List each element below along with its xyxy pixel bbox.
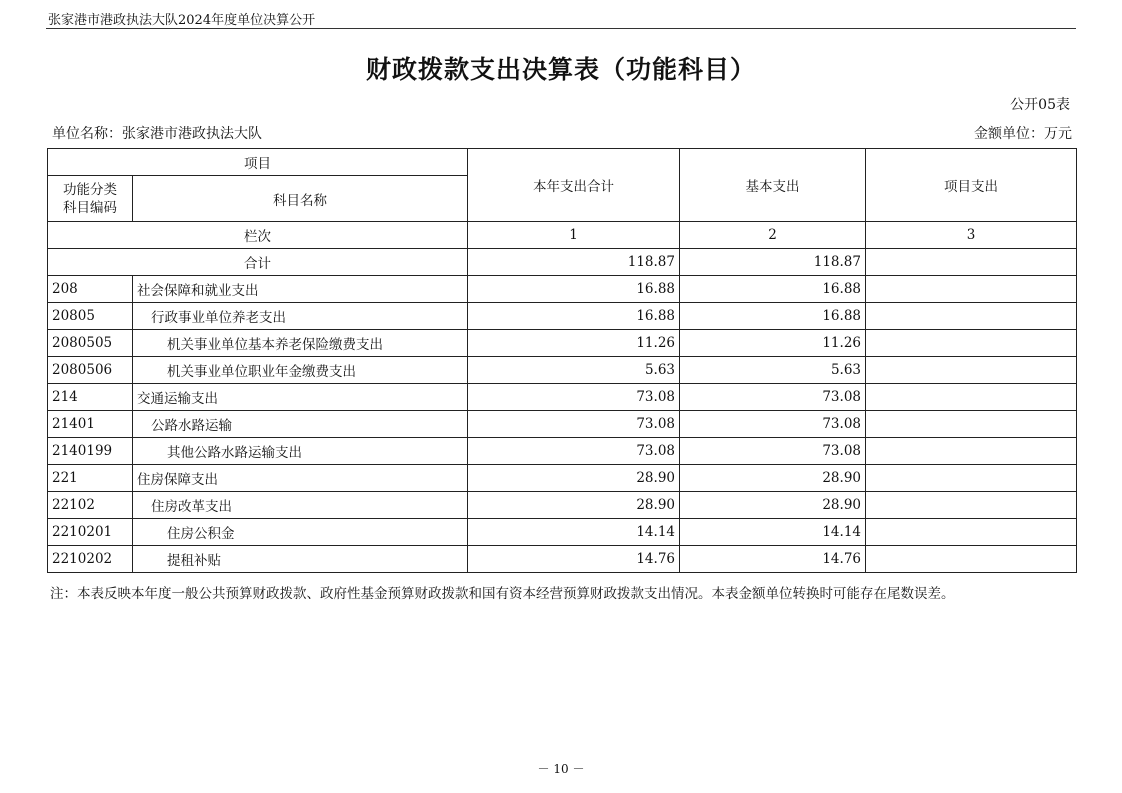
row-total: 16.88 <box>468 303 680 330</box>
row-code: 214 <box>48 384 133 411</box>
table-row <box>48 438 1077 465</box>
sum-basic: 118.87 <box>680 249 866 276</box>
row-total: 14.76 <box>468 546 680 573</box>
table-row <box>48 357 1077 384</box>
row-project <box>866 465 1077 492</box>
expenditure-table <box>47 148 1077 573</box>
sum-total: 118.87 <box>468 249 680 276</box>
row-total: 28.90 <box>468 465 680 492</box>
table-note: 注：本表反映本年度一般公共预算财政拨款、政府性基金预算财政拨款和国有资本经营预算财政拨款支出情况。本表金额单位转换时可能存在尾数误差。 <box>50 586 955 602</box>
row-total: 73.08 <box>468 411 680 438</box>
row-basic: 73.08 <box>680 411 866 438</box>
row-basic: 73.08 <box>680 438 866 465</box>
row-basic: 28.90 <box>680 465 866 492</box>
row-basic: 73.08 <box>680 384 866 411</box>
row-basic: 11.26 <box>680 330 866 357</box>
row-code: 2210202 <box>48 546 133 573</box>
running-header: 张家港市港政执法大队2024年度单位决算公开 <box>48 13 316 28</box>
row-code: 2080505 <box>48 330 133 357</box>
table-row <box>48 546 1077 573</box>
row-total: 16.88 <box>468 276 680 303</box>
table-row <box>48 492 1077 519</box>
row-code: 21401 <box>48 411 133 438</box>
table-row <box>48 303 1077 330</box>
table-row <box>48 276 1077 303</box>
row-project <box>866 492 1077 519</box>
page-title: 财政拨款支出决算表（功能科目） <box>365 55 756 84</box>
row-subject-name: 社会保障和就业支出 <box>133 276 468 303</box>
column-index-label: 栏次 <box>48 222 468 249</box>
header-project: 项目支出 <box>866 149 1077 222</box>
row-total: 28.90 <box>468 492 680 519</box>
header-basic: 基本支出 <box>680 149 866 222</box>
form-number: 公开05表 <box>1010 97 1070 113</box>
row-subject-name: 行政事业单位养老支出 <box>133 303 468 330</box>
row-subject-name: 住房公积金 <box>133 519 468 546</box>
row-project <box>866 438 1077 465</box>
row-basic: 28.90 <box>680 492 866 519</box>
table-row <box>48 330 1077 357</box>
row-basic: 16.88 <box>680 303 866 330</box>
row-project <box>866 384 1077 411</box>
row-code: 22102 <box>48 492 133 519</box>
row-subject-name: 提租补贴 <box>133 546 468 573</box>
row-subject-name: 交通运输支出 <box>133 384 468 411</box>
page-number: － 10 － <box>537 762 585 776</box>
row-code: 2210201 <box>48 519 133 546</box>
table-row <box>48 384 1077 411</box>
sum-label: 合计 <box>48 249 468 276</box>
row-code: 221 <box>48 465 133 492</box>
row-subject-name: 机关事业单位基本养老保险缴费支出 <box>133 330 468 357</box>
header-total: 本年支出合计 <box>468 149 680 222</box>
row-total: 14.14 <box>468 519 680 546</box>
amount-unit: 金额单位：万元 <box>974 126 1072 142</box>
column-index-3: 3 <box>866 222 1077 249</box>
row-total: 5.63 <box>468 357 680 384</box>
row-code: 20805 <box>48 303 133 330</box>
row-basic: 14.14 <box>680 519 866 546</box>
row-subject-name: 住房保障支出 <box>133 465 468 492</box>
table-row <box>48 411 1077 438</box>
row-project <box>866 276 1077 303</box>
header-func-code: 功能分类 科目编码 <box>48 176 133 222</box>
row-code: 2140199 <box>48 438 133 465</box>
row-project <box>866 303 1077 330</box>
row-project <box>866 411 1077 438</box>
row-project <box>866 357 1077 384</box>
row-code: 208 <box>48 276 133 303</box>
header-divider <box>46 28 1076 29</box>
table-row <box>48 519 1077 546</box>
row-project <box>866 330 1077 357</box>
row-basic: 16.88 <box>680 276 866 303</box>
row-project <box>866 519 1077 546</box>
column-index-1: 1 <box>468 222 680 249</box>
row-subject-name: 机关事业单位职业年金缴费支出 <box>133 357 468 384</box>
sum-project <box>866 249 1077 276</box>
row-subject-name: 其他公路水路运输支出 <box>133 438 468 465</box>
header-item: 项目 <box>48 149 468 176</box>
column-index-2: 2 <box>680 222 866 249</box>
sum-row <box>48 249 1077 276</box>
row-subject-name: 公路水路运输 <box>133 411 468 438</box>
row-total: 11.26 <box>468 330 680 357</box>
row-total: 73.08 <box>468 384 680 411</box>
row-code: 2080506 <box>48 357 133 384</box>
table-row <box>48 465 1077 492</box>
row-subject-name: 住房改革支出 <box>133 492 468 519</box>
row-basic: 14.76 <box>680 546 866 573</box>
row-basic: 5.63 <box>680 357 866 384</box>
row-total: 73.08 <box>468 438 680 465</box>
unit-name: 单位名称：张家港市港政执法大队 <box>52 126 262 142</box>
row-project <box>866 546 1077 573</box>
header-subject-name: 科目名称 <box>133 176 468 222</box>
